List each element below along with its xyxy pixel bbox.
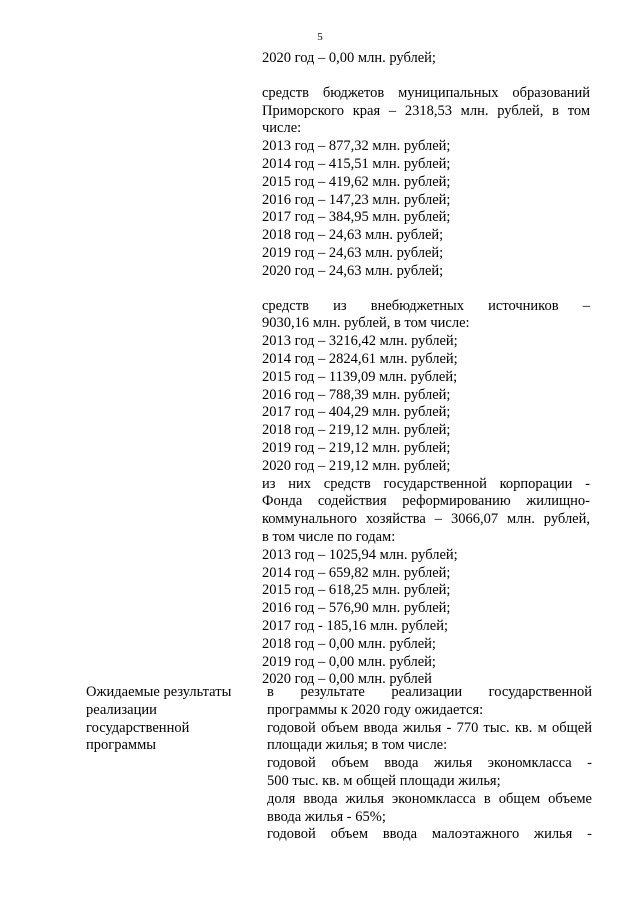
results-label	[86, 684, 256, 755]
extrabudget-year-line: 2017 год – 404,29 млн. рублей;	[262, 404, 451, 421]
results-line: годовой объем ввода жилья - 770 тыс. кв. м общей	[267, 719, 592, 736]
fund-year-line: 2019 год – 0,00 млн. рублей;	[262, 653, 436, 670]
results-label-line: реализации	[86, 701, 157, 718]
funding-top-line: 2020 год – 0,00 млн. рублей;	[262, 50, 436, 66]
fund-year-line: 2014 год – 659,82 млн. рублей;	[262, 564, 451, 581]
results-text	[267, 684, 592, 844]
results-line: площади жилья; в том числе:	[267, 737, 448, 754]
fund-intro-line: коммунального хозяйства – 3066,07 млн. рублей,	[262, 511, 590, 528]
results-line: годовой объем ввода жилья экономкласса -	[267, 755, 592, 772]
fund-year-line: 2013 год – 1025,94 млн. рублей;	[262, 546, 458, 563]
municipal-year-line: 2019 год – 24,63 млн. рублей;	[262, 244, 444, 261]
municipal-intro-line: Приморского края – 2318,53 млн. рублей, в том	[262, 102, 590, 119]
extrabudget-year-line: 2019 год – 219,12 млн. рублей;	[262, 439, 451, 456]
municipal-year-line: 2018 год – 24,63 млн. рублей;	[262, 227, 444, 244]
extrabudget-intro-line: средств из внебюджетных источников –	[262, 297, 590, 314]
municipal-year-line: 2013 год – 877,32 млн. рублей;	[262, 138, 451, 155]
results-label-line: программы	[86, 737, 156, 754]
fund-year-line: 2018 год – 0,00 млн. рублей;	[262, 635, 436, 652]
fund-funding-block	[262, 476, 590, 690]
municipal-year-line: 2015 год – 419,62 млн. рублей;	[262, 173, 451, 190]
fund-year-line: 2017 год - 185,16 млн. рублей;	[262, 617, 449, 634]
fund-year-line: 2020 год – 0,00 млн. рублей	[262, 671, 432, 688]
municipal-year-line: 2020 год – 24,63 млн. рублей;	[262, 262, 444, 279]
results-label-line: государственной	[86, 719, 190, 736]
extrabudget-funding-block	[262, 298, 590, 476]
results-line: годовой объем ввода малоэтажного жилья -	[267, 826, 592, 843]
municipal-funding-block	[262, 85, 590, 281]
fund-intro-line: из них средств государственной корпорации -	[262, 475, 590, 492]
funding-column	[262, 50, 590, 689]
page-number: 5	[317, 31, 323, 43]
extrabudget-intro-line: 9030,16 млн. рублей, в том числе:	[262, 315, 470, 332]
extrabudget-year-line: 2020 год – 219,12 млн. рублей;	[262, 457, 451, 474]
results-line: доля ввода жилья экономкласса в общем объеме	[267, 790, 592, 807]
fund-year-line: 2016 год – 576,90 млн. рублей;	[262, 600, 451, 617]
results-line: 500 тыс. кв. м общей площади жилья;	[267, 772, 501, 789]
results-line: ввода жилья - 65%;	[267, 808, 386, 825]
municipal-intro-line: средств бюджетов муниципальных образований	[262, 84, 590, 101]
results-label-line: Ожидаемые результаты	[86, 684, 232, 700]
municipal-intro-line: числе:	[262, 120, 302, 137]
extrabudget-year-line: 2015 год – 1139,09 млн. рублей;	[262, 368, 458, 385]
results-line: в результате реализации государственной	[267, 684, 592, 700]
extrabudget-year-line: 2018 год – 219,12 млн. рублей;	[262, 422, 451, 439]
municipal-year-line: 2016 год – 147,23 млн. рублей;	[262, 191, 451, 208]
fund-intro-line: в том числе по годам:	[262, 528, 396, 545]
fund-intro-line: Фонда содействия реформированию жилищно-	[262, 493, 590, 510]
results-line: программы к 2020 году ожидается:	[267, 701, 484, 718]
fund-year-line: 2015 год – 618,25 млн. рублей;	[262, 582, 451, 599]
extrabudget-year-line: 2014 год – 2824,61 млн. рублей;	[262, 350, 458, 367]
municipal-year-line: 2017 год – 384,95 млн. рублей;	[262, 209, 451, 226]
municipal-year-line: 2014 год – 415,51 млн. рублей;	[262, 155, 451, 172]
extrabudget-year-line: 2016 год – 788,39 млн. рублей;	[262, 386, 451, 403]
extrabudget-year-line: 2013 год – 3216,42 млн. рублей;	[262, 333, 458, 350]
